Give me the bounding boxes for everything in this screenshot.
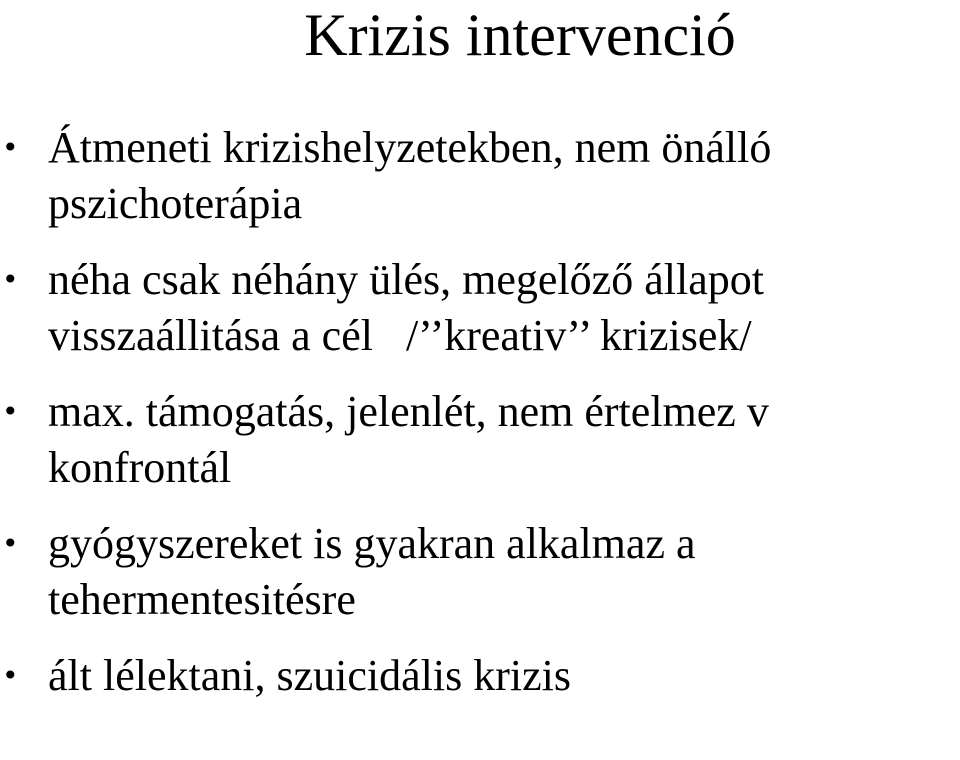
bullet-icon: • <box>2 131 19 164</box>
bullet-icon: • <box>2 659 19 692</box>
bullet-text-line: ált lélektani, szuicidális krizis <box>48 651 571 700</box>
bullet-text-line: tehermentesitésre <box>48 575 356 624</box>
slide-title: Krizis intervenció <box>304 2 736 68</box>
bullet-item-5 <box>0 648 960 704</box>
bullet-icon: • <box>2 527 19 560</box>
bullet-list <box>0 120 960 724</box>
bullet-text-line: konfrontál <box>48 443 232 492</box>
bullet-icon: • <box>2 263 19 296</box>
bullet-text-line: néha csak néhány ülés, megelőző állapot <box>48 255 764 304</box>
bullet-item-4 <box>0 516 960 628</box>
bullet-text-line: visszaállitása a cél /’’kreativ’’ krizisek/ <box>48 311 752 360</box>
bullet-item-3 <box>0 384 960 496</box>
bullet-item-2 <box>0 252 960 364</box>
bullet-item-1 <box>0 120 960 232</box>
bullet-text-line: Átmeneti krizishelyzetekben, nem önálló <box>48 123 772 172</box>
bullet-text-line: max. támogatás, jelenlét, nem értelmez v <box>48 387 769 436</box>
bullet-icon: • <box>2 395 19 428</box>
bullet-text-line: pszichoterápia <box>48 179 303 228</box>
bullet-text-line: gyógyszereket is gyakran alkalmaz a <box>48 519 696 568</box>
